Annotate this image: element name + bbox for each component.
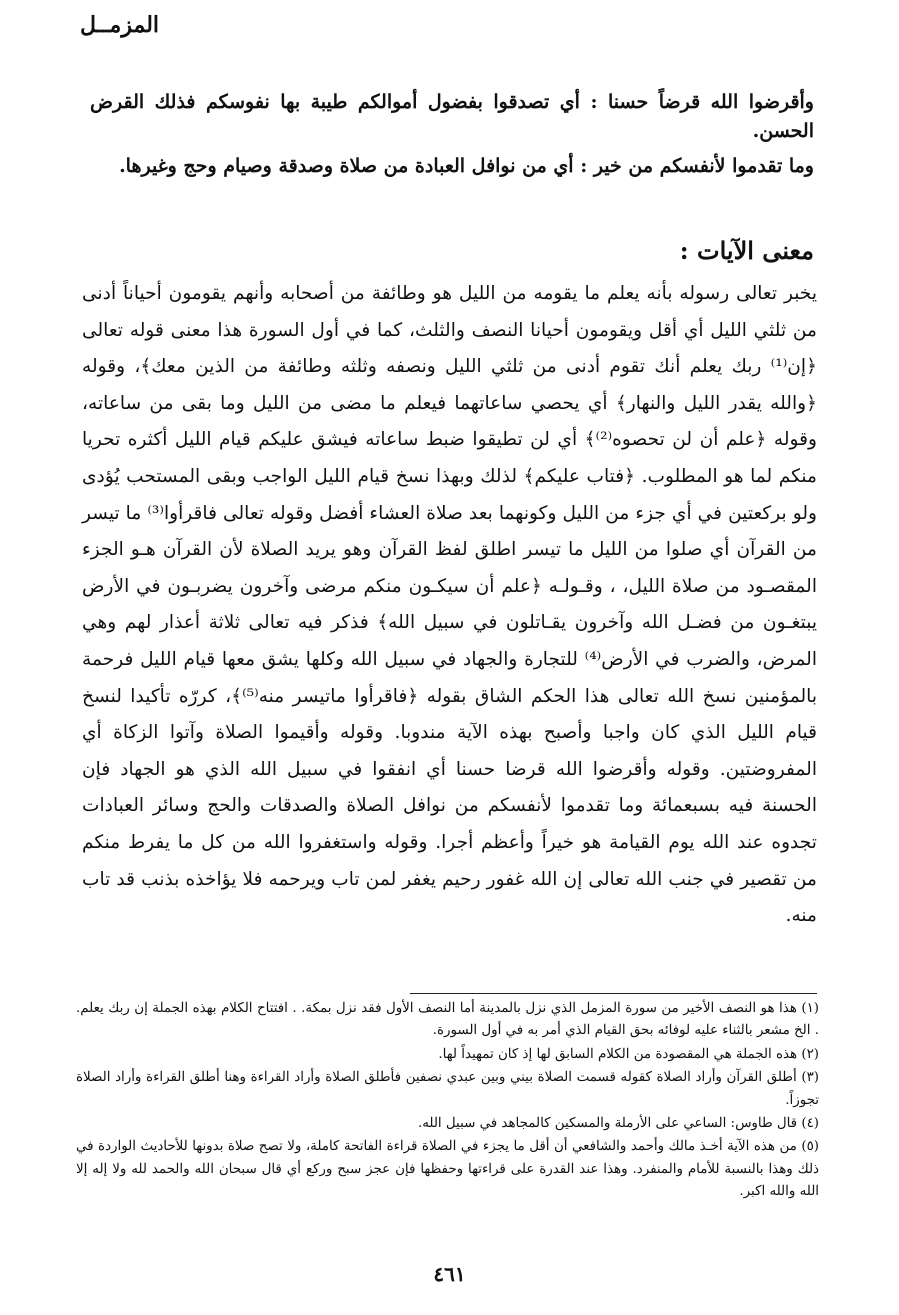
vocabulary-term: وما تقدموا لأنفسكم من خير : xyxy=(580,155,814,177)
vocabulary-meaning: أي تصدقوا بفضول أموالكم طيبة بها نفوسكم فذلك القرض الحسن. xyxy=(90,91,814,142)
footnote: (٣) أطلق القرآن وأراد الصلاة كقوله قسمت الصلاة بيني وبين عبدي نصفين فأطلق الصلاة وأراد القراءة وهنا أطلق القراءة وأراد الصلاة تجوزاً. xyxy=(76,1070,819,1108)
footnotes xyxy=(76,998,819,1205)
footnote: (٥) من هذه الآية أخـذ مالك وأحمد والشافعي أن أقل ما يجزء في الصلاة قراءة الفاتحة كاملة، ولا تصح صلاة بدونها للأحاديث الواردة في ذلك وهذا بالنسبة للأمام والمنفرد. وهذا عند القدرة على قراءتها وحفظها فإن عجز سبح وركع أي قال سبحان الله والحمد لله ولا إله إلا الله والله اكبر. xyxy=(76,1139,819,1200)
commentary-paragraph: يخبر تعالى رسوله بأنه يعلم ما يقومه من الليل هو وطائفة من أصحابه وأنهم يقومون أحياناً أدنى من ثلثي الليل أي أقل ويقومون أحيانا النصف والثلث، كما في أول السورة هذا معنى قوله تعالى ﴿إن⁽¹⁾ ربك يعلم أنك تقوم أدنى من ثلثي الليل ونصفه وثلثه وطائفة من الذين معك﴾، وقوله ﴿والله يقدر الليل والنهار﴾ أي يحصي ساعاتهما فيعلم ما مضى من الليل وما بقى من ساعاته، وقوله ﴿علم أن لن تحصوه⁽²⁾﴾ أي لن تطيقوا ضبط ساعاته فيشق عليكم قيام الليل أكثره تحريا منكم لما هو المطلوب. ﴿فتاب عليكم﴾ لذلك وبهذا نسخ قيام الليل الواجب وبقى المستحب يُؤدى ولو بركعتين في أي جزء من الليل وكونهما بعد صلاة العشاء أفضل وقوله تعالى فاقرأوا⁽³⁾ ما تيسر من القرآن أي صلوا من الليل ما تيسر اطلق لفظ القرآن وهو يريد الصلاة لأن القرآن هـو الجزء المقصـود من صلاة الليل، ، وقـولـه ﴿علم أن سيكـون منكم مرضى وآخرون يضربـون في الأرض يبتغـون من فضـل الله وآخرون يقـاتلون في سبيل الله﴾ فذكر فيه تعالى ثلاثة أعذار لهم وهي المرض، والضرب في الأرض⁽⁴⁾ للتجارة والجهاد في سبيل الله وكلها يشق معها قيام الليل فرحمة بالمؤمنين نسخ الله تعالى هذا الحكم الشاق بقوله ﴿فاقرأوا ماتيسر منه⁽⁵⁾﴾، كررّه تأكيدا لنسخ قيام الليل الذي كان واجبا وأصبح بهذه الآية مندوبا. وقوله وأقيموا الصلاة وآتوا الزكاة أي المفروضتين. وقوله وأقرضوا الله قرضا حسنا أي انفقوا في سبيل الله الذي هو الجهاد فإن الحسنة فيه بسبعمائة وما تقدموا لأنفسكم من نوافل الصلاة والصدقات والحج وسائر العبادات تجدوه عند الله يوم القيامة هو خيراً وأعظم أجرا. وقوله واستغفروا الله من كل ما يفرط منكم من تقصير في جنب الله تعالى إن الله غفور رحيم يغفر لمن تاب ويرحمه فلا يؤاخذه بذنب قد تاب منه. xyxy=(82,283,818,927)
page-number: ٤٦١ xyxy=(433,1262,466,1286)
vocabulary-entry xyxy=(90,152,814,181)
surah-title: المزمــل xyxy=(80,12,160,38)
footnote-divider xyxy=(410,993,817,994)
section-heading: معنى الآيات : xyxy=(679,236,814,265)
vocabulary-entry xyxy=(90,88,814,146)
vocabulary-meaning: أي من نوافل العبادة من صلاة وصدقة وصيام وحج وغيرها. xyxy=(119,155,574,177)
footnote: (٤) قال طاوس: الساعي على الأرملة والمسكين كالمجاهد في سبيل الله. xyxy=(417,1116,819,1132)
vocabulary-term: وأقرضوا الله قرضاً حسنا : xyxy=(590,91,814,113)
commentary-text xyxy=(82,276,817,935)
vocabulary-section xyxy=(90,88,814,187)
footnote: (٢) هذه الجملة هي المقصودة من الكلام السابق لها إذ كان تمهيداً لها. xyxy=(438,1046,819,1062)
footnote: (١) هذا هو النصف الأخير من سورة المزمل الذي نزل بالمدينة أما النصف الأول فقد نزل بمكة. . افتتاح الكلام بهذه الجملة إن ربك يعلم. . الخ مشعر بالثناء عليه لوفائه بحق القيام الذي أمر به في أول السورة. xyxy=(76,1001,819,1039)
